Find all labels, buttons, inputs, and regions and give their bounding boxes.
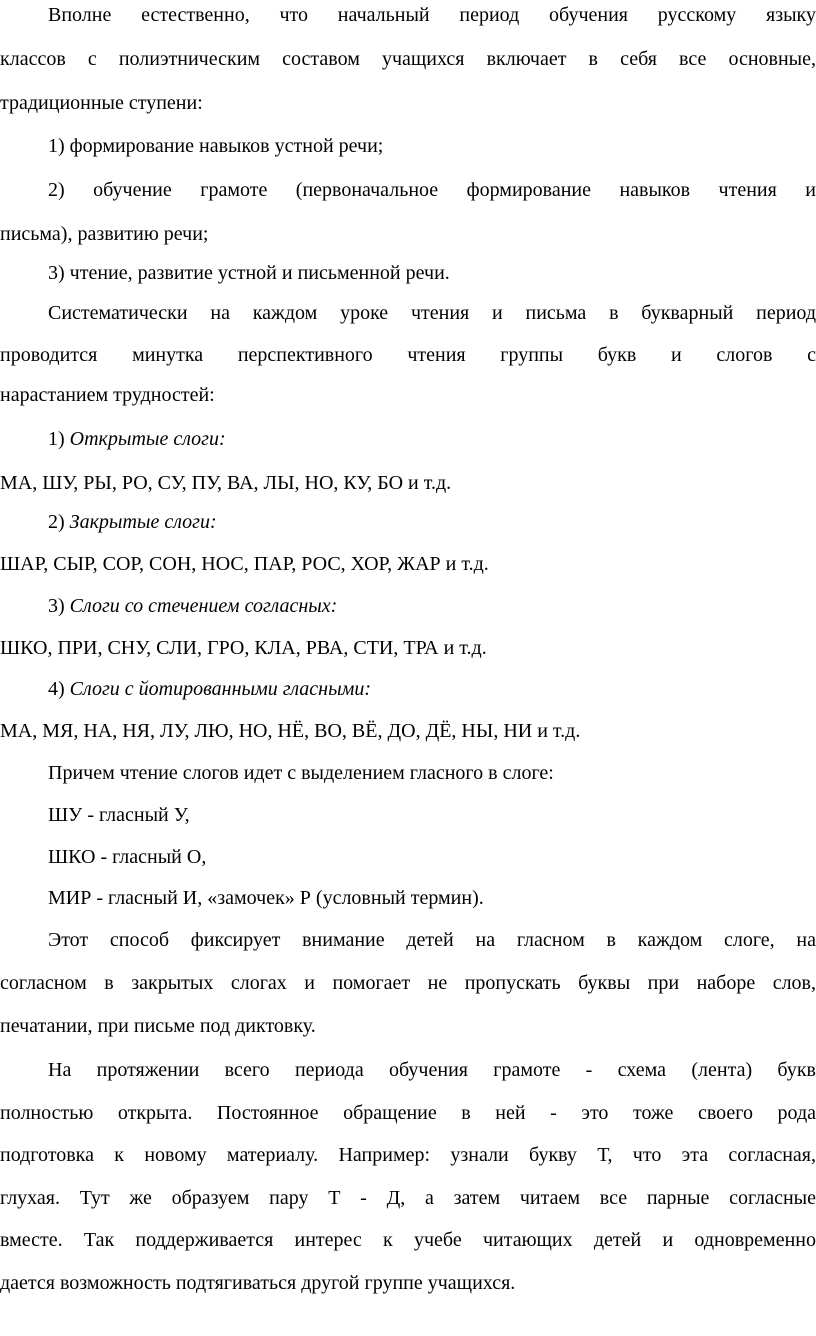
- syllable-type-heading: [0, 507, 816, 537]
- syllable-examples-list: МА, МЯ, НА, НЯ, ЛУ, ЛЮ, НО, НЁ, ВО, ВЁ, ДО, ДЁ, НЫ, НИ: [0, 720, 533, 742]
- syllable-type-number: 3): [48, 595, 65, 617]
- closing-line-4: глухая. Тут же образуем пару Т - Д, а затем читаем все парные согласные: [0, 1187, 816, 1209]
- systematic-line-3: нарастанием трудностей:: [0, 384, 215, 406]
- syllable-examples: [0, 716, 816, 746]
- systematic-line-1: Систематически на каждом уроке чтения и письма в букварный период: [48, 302, 816, 324]
- syllable-type-number: 2): [48, 511, 65, 533]
- reading-example-1: ШУ - гласный У,: [48, 804, 190, 826]
- syllable-type-heading: [0, 591, 816, 621]
- syllable-examples: [0, 468, 816, 498]
- syllable-type-number: 4): [48, 678, 65, 700]
- syllable-examples: [0, 549, 816, 579]
- intro-line-1: Вполне естественно, что начальный период обучения русскому языку: [48, 4, 816, 26]
- syllable-examples: [0, 633, 816, 663]
- syllable-examples-etc: и т.д.: [408, 472, 452, 494]
- reading-example-3: МИР - гласный И, «замочек» Р (условный термин).: [48, 887, 484, 909]
- intro-line-2: классов с полиэтническим составом учащихся включает в себя все основные,: [0, 48, 816, 70]
- stage-item-2-line-1: 2) обучение грамоте (первоначальное формирование навыков чтения и: [48, 179, 816, 201]
- systematic-line-2: проводится минутка перспективного чтения группы букв и слогов с: [0, 344, 816, 366]
- syllable-examples-etc: и т.д.: [445, 553, 489, 575]
- stage-item-3: 3) чтение, развитие устной и письменной речи.: [48, 262, 450, 284]
- syllable-examples-list: ШКО, ПРИ, СНУ, СЛИ, ГРО, КЛА, РВА, СТИ, ТРА: [0, 637, 439, 659]
- syllable-examples-list: ШАР, СЫР, СОР, СОН, НОС, ПАР, РОС, ХОР, ЖАР: [0, 553, 441, 575]
- syllable-type-title: Открытые слоги:: [69, 428, 226, 450]
- syllable-type-title: Закрытые слоги:: [69, 511, 217, 533]
- syllable-type-heading: [0, 424, 816, 454]
- syllable-type-number: 1): [48, 428, 65, 450]
- method-line-2: согласном в закрытых слогах и помогает не пропускать буквы при наборе слов,: [0, 972, 816, 994]
- method-line-1: Этот способ фиксирует внимание детей на гласном в каждом слоге, на: [48, 929, 816, 951]
- syllable-examples-etc: и т.д.: [537, 720, 581, 742]
- closing-line-6: дается возможность подтягиваться другой группе учащихся.: [0, 1272, 516, 1294]
- stage-item-1: 1) формирование навыков устной речи;: [48, 135, 384, 157]
- stage-item-2-line-2: письма), развитию речи;: [0, 223, 209, 245]
- reading-intro: Причем чтение слогов идет с выделением гласного в слоге:: [48, 762, 554, 784]
- method-line-3: печатании, при письме под диктовку.: [0, 1015, 316, 1037]
- closing-line-3: подготовка к новому материалу. Например: узнали букву Т, что эта согласная,: [0, 1144, 816, 1166]
- syllable-type-title: Слоги со стечением согласных:: [69, 595, 338, 617]
- reading-example-2: ШКО - гласный О,: [48, 846, 207, 868]
- closing-line-5: вместе. Так поддерживается интерес к учебе читающих детей и одновременно: [0, 1229, 816, 1251]
- syllable-examples-list: МА, ШУ, РЫ, РО, СУ, ПУ, ВА, ЛЫ, НО, КУ, БО: [0, 472, 404, 494]
- syllable-examples-etc: и т.д.: [443, 637, 487, 659]
- closing-line-1: На протяжении всего периода обучения грамоте - схема (лента) букв: [48, 1059, 816, 1081]
- syllable-type-heading: [0, 674, 816, 704]
- closing-line-2: полностью открыта. Постоянное обращение в ней - это тоже своего рода: [0, 1102, 816, 1124]
- intro-line-3: традиционные ступени:: [0, 92, 203, 114]
- syllable-type-title: Слоги с йотированными гласными:: [69, 678, 372, 700]
